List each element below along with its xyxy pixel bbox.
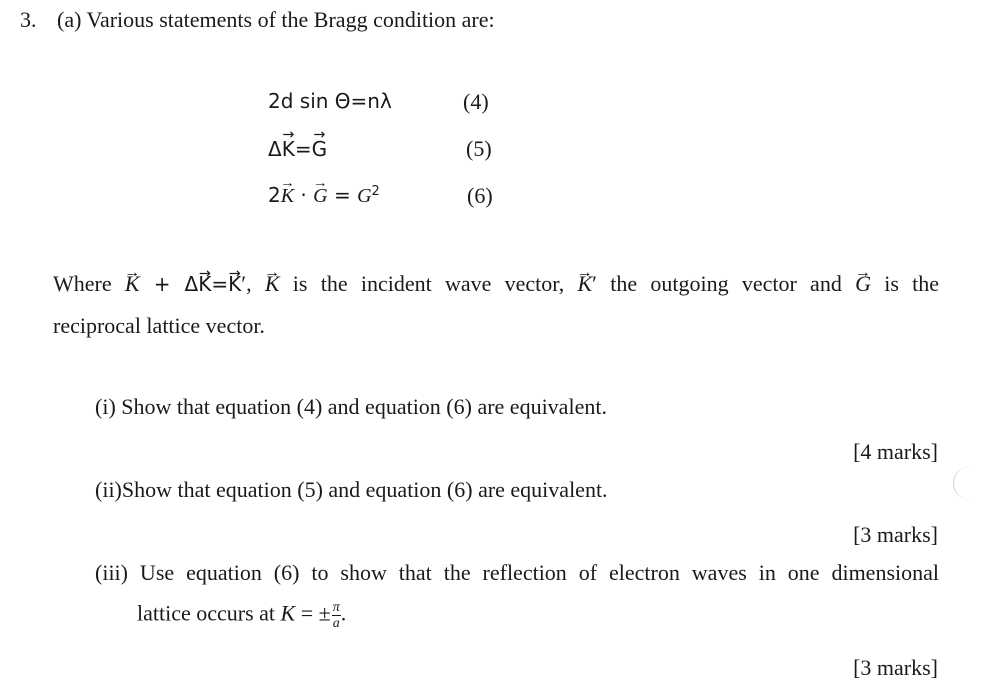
part-iii-line-2 — [137, 600, 346, 631]
G-vector: → G — [855, 263, 871, 304]
eq5-equals: = — [294, 137, 312, 161]
part-iii-text: (iii) Use equation (6) to show that the reflection of electron waves in one dimensional — [95, 560, 939, 585]
eq6-equals: = — [327, 183, 358, 207]
equation-6-number: (6) — [467, 183, 493, 208]
part-i-marks: [4 marks] — [853, 439, 938, 464]
eq5-G-vector: → G — [312, 137, 328, 161]
eq4-prefix: 2d sin — [268, 89, 329, 113]
definition-paragraph — [53, 263, 939, 346]
part-iii-equals-pm: = ± — [295, 600, 331, 626]
K-vector-upright: → K — [198, 264, 211, 305]
where-word: Where — [53, 271, 112, 296]
incident-text: is the incident wave vector, — [279, 271, 578, 296]
equation-4 — [268, 89, 392, 113]
definition-line-2: reciprocal lattice vector. — [53, 313, 265, 338]
is-the-text: is the — [870, 271, 940, 296]
part-iii-suffix: . — [340, 600, 347, 626]
eq6-G: G — [357, 185, 372, 207]
part-iii-K: K — [280, 600, 296, 626]
eq4-rest: =nλ — [350, 89, 392, 113]
K-prime-vector: → K — [228, 264, 241, 305]
outgoing-text: ′ the outgoing vector and — [592, 271, 856, 296]
pi-over-a-fraction — [332, 600, 341, 631]
eq5-delta: Δ — [268, 137, 282, 161]
part-iii-prefix: lattice occurs at — [137, 600, 281, 626]
equation-5-number: (5) — [466, 136, 492, 161]
question-intro: (a) Various statements of the Bragg condition are: — [57, 7, 495, 32]
eq6-K-vector: → K — [281, 185, 294, 208]
question-number: 3. — [20, 7, 37, 32]
equation-5 — [268, 137, 327, 161]
eq6-exponent: 2 — [371, 183, 380, 199]
K-vector: → K — [125, 263, 140, 304]
eq4-theta: Θ — [334, 89, 351, 113]
equals-sign: = — [211, 272, 229, 296]
K-vector-2: → K — [265, 263, 280, 304]
part-ii-text: (ii)Show that equation (5) and equation (6) are equivalent. — [95, 477, 608, 502]
K-vector-3: → K — [577, 263, 592, 304]
plus-delta: + Δ — [139, 272, 199, 296]
part-i-text: (i) Show that equation (4) and equation (6) are equivalent. — [95, 394, 607, 419]
prime-comma: ′, — [241, 271, 265, 296]
definition-line-1 — [53, 263, 939, 305]
scan-artifact — [953, 466, 988, 500]
eq6-G-vector: → G — [313, 185, 327, 208]
eq5-K-vector: → K — [282, 137, 295, 161]
part-ii-marks: [3 marks] — [853, 522, 938, 547]
eq6-dot: · — [294, 183, 314, 207]
equation-4-number: (4) — [463, 89, 489, 114]
fraction-numerator: π — [332, 600, 340, 615]
part-iii-marks: [3 marks] — [853, 655, 938, 680]
eq6-two: 2 — [268, 183, 281, 207]
equation-6 — [268, 183, 380, 208]
fraction-denominator: a — [332, 616, 340, 631]
